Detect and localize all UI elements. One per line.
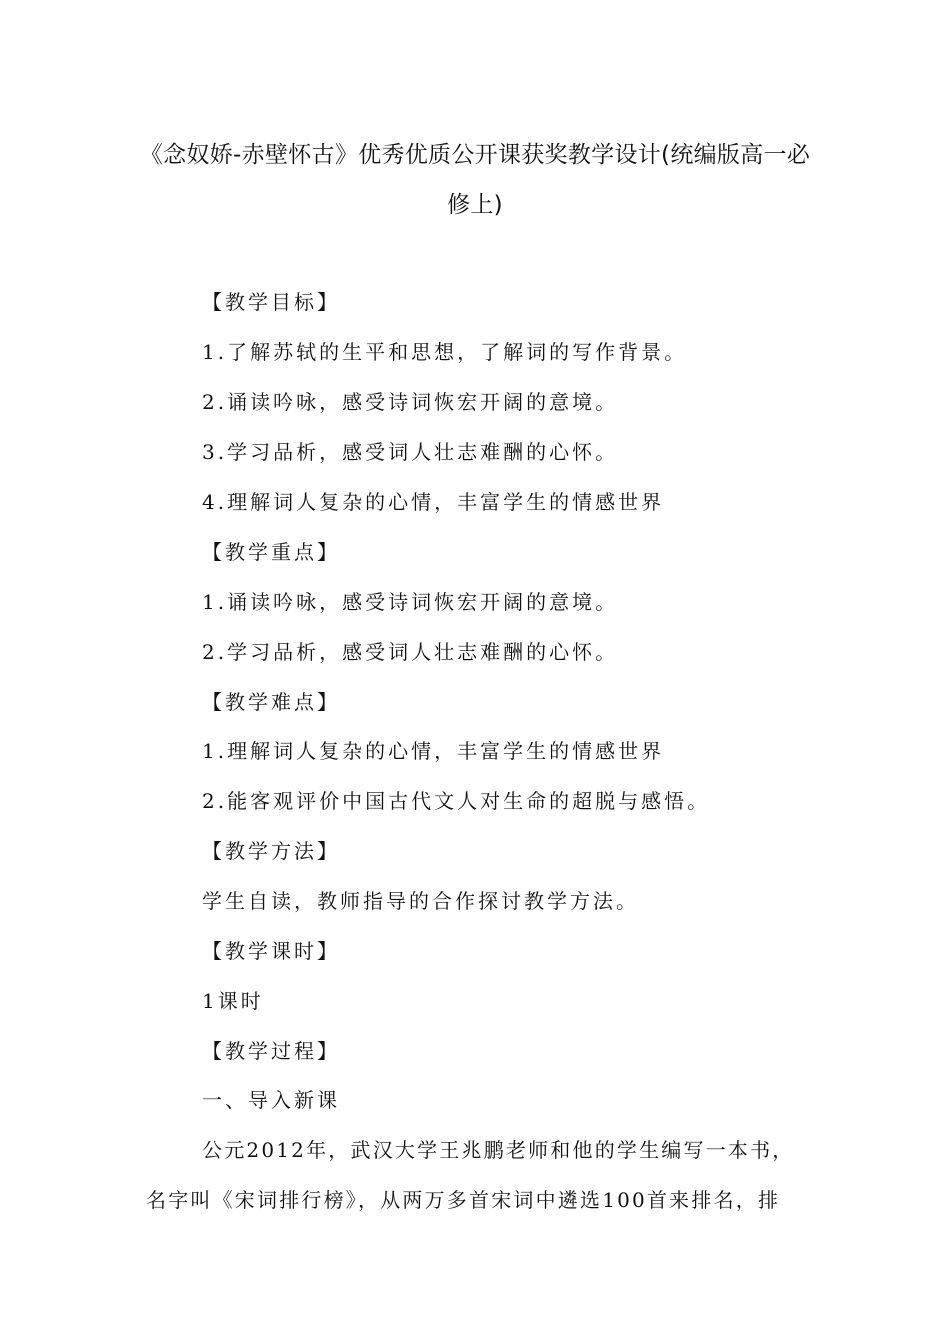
process-paragraph-line-2: 名字叫《宋词排行榜》，从两万多首宋词中遴选100首来排名，排 bbox=[146, 1188, 781, 1212]
process-subheading: 一、导入新课 bbox=[202, 1088, 340, 1112]
section-heading-hours: 【教学课时】 bbox=[202, 939, 340, 963]
section-heading-objectives: 【教学目标】 bbox=[202, 290, 340, 314]
process-paragraph-line-1: 公元2012年，武汉大学王兆鹏老师和他的学生编写一本书， bbox=[202, 1138, 795, 1162]
document-title-line-1: 《念奴娇-赤壁怀古》优秀优质公开课获奖教学设计(统编版高一必 bbox=[139, 142, 811, 168]
section-heading-process: 【教学过程】 bbox=[202, 1039, 340, 1063]
key-point-item-2: 2.学习品析，感受词人壮志难酬的心怀。 bbox=[202, 640, 619, 664]
section-heading-key-points: 【教学重点】 bbox=[202, 540, 340, 564]
difficulty-item-2: 2.能客观评价中国古代文人对生命的超脱与感悟。 bbox=[202, 789, 711, 813]
section-heading-difficulties: 【教学难点】 bbox=[202, 690, 340, 714]
objective-item-4: 4.理解词人复杂的心情，丰富学生的情感世界 bbox=[202, 490, 665, 514]
hours-item-1: 1课时 bbox=[202, 989, 264, 1013]
method-item-1: 学生自读，教师指导的合作探讨教学方法。 bbox=[202, 889, 639, 913]
objective-item-1: 1.了解苏轼的生平和思想，了解词的写作背景。 bbox=[202, 340, 688, 364]
key-point-item-1: 1.诵读吟咏，感受诗词恢宏开阔的意境。 bbox=[202, 590, 619, 614]
objective-item-2: 2.诵读吟咏，感受诗词恢宏开阔的意境。 bbox=[202, 390, 619, 414]
section-heading-methods: 【教学方法】 bbox=[202, 839, 340, 863]
document-title-line-2: 修上) bbox=[447, 192, 503, 218]
objective-item-3: 3.学习品析，感受词人壮志难酬的心怀。 bbox=[202, 440, 619, 464]
difficulty-item-1: 1.理解词人复杂的心情，丰富学生的情感世界 bbox=[202, 739, 665, 763]
